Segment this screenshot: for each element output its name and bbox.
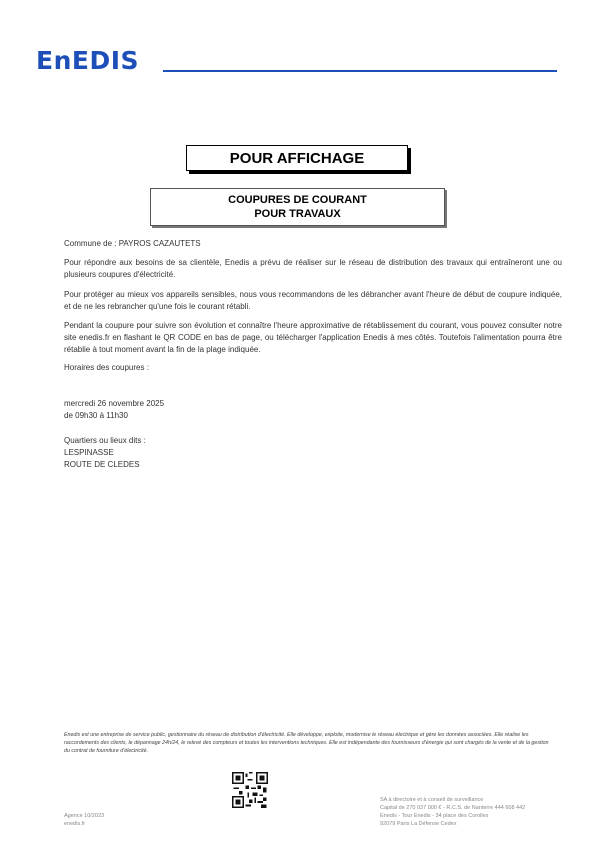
footer-company-line: Capital de 270 037 000 € - R.C.S. de Nanterre 444 608 442 xyxy=(380,805,526,811)
subtitle-box xyxy=(150,188,445,226)
footer-company-line: 92079 Paris La Défense Cedex xyxy=(380,821,457,827)
page-title: POUR AFFICHAGE xyxy=(229,149,365,167)
places-heading: Quartiers ou lieux dits : xyxy=(64,436,146,445)
footer-company-line: SA à directoire et à conseil de surveillance xyxy=(380,797,484,803)
title-box xyxy=(186,145,408,171)
footer-left-line: Agence 10/2023 xyxy=(64,813,105,819)
header-divider xyxy=(163,70,557,72)
paragraph-protect: Pour protéger au mieux vos appareils sensibles, nous vous recommandons de les débrancher avant l'heure de début de coupure indiquée, et de ne les rebrancher qu'une fois le courant rétabli. xyxy=(64,290,562,311)
qr-code[interactable] xyxy=(232,772,268,808)
enedis-logo: EnEDIS xyxy=(36,46,140,75)
place-item: ROUTE DE CLEDES xyxy=(64,460,140,469)
footer-legal-notice: Enedis est une entreprise de service public, gestionnaire du réseau de distribution d'électricité. Elle développe, exploite, modernise le réseau électrique et gère les données associées. Elle réalise les raccordements des clients, le dépannage 24h/24, le relevé des compteurs et toutes les interventions techniques. Elle est indépendante des fournisseurs d'énergie qui sont chargés de la vente et de la gestion du contrat de fourniture d'électricité. xyxy=(64,732,549,754)
footer-company-line: Enedis - Tour Enedis - 34 place des Corolles xyxy=(380,813,489,819)
schedule-date: mercredi 26 novembre 2025 xyxy=(64,399,165,408)
commune-line: Commune de : PAYROS CAZAUTETS xyxy=(64,239,201,248)
subtitle-line-2: POUR TRAVAUX xyxy=(254,208,341,220)
schedule-time: de 09h30 à 11h30 xyxy=(64,411,128,420)
schedule-heading: Horaires des coupures : xyxy=(64,363,149,372)
subtitle-line-1: COUPURES DE COURANT xyxy=(228,194,367,206)
footer-left-link[interactable]: enedis.fr xyxy=(64,821,86,827)
paragraph-intro: Pour répondre aux besoins de sa clientèle, Enedis a prévu de réaliser sur le réseau de distribution des travaux qui entraîneront une ou plusieurs coupures d'électricité. xyxy=(64,258,562,279)
paragraph-followup: Pendant la coupure pour suivre son évolution et connaître l'heure approximative de rétablissement du courant, vous pouvez consulter notre site enedis.fr en flashant le QR CODE en bas de page, ou télécharger l'application Enedis à mes côtés. Toutefois l'alimentation pourra être rétablie à tout moment avant la fin de la plage indiquée. xyxy=(64,321,562,354)
place-item: LESPINASSE xyxy=(64,448,114,457)
